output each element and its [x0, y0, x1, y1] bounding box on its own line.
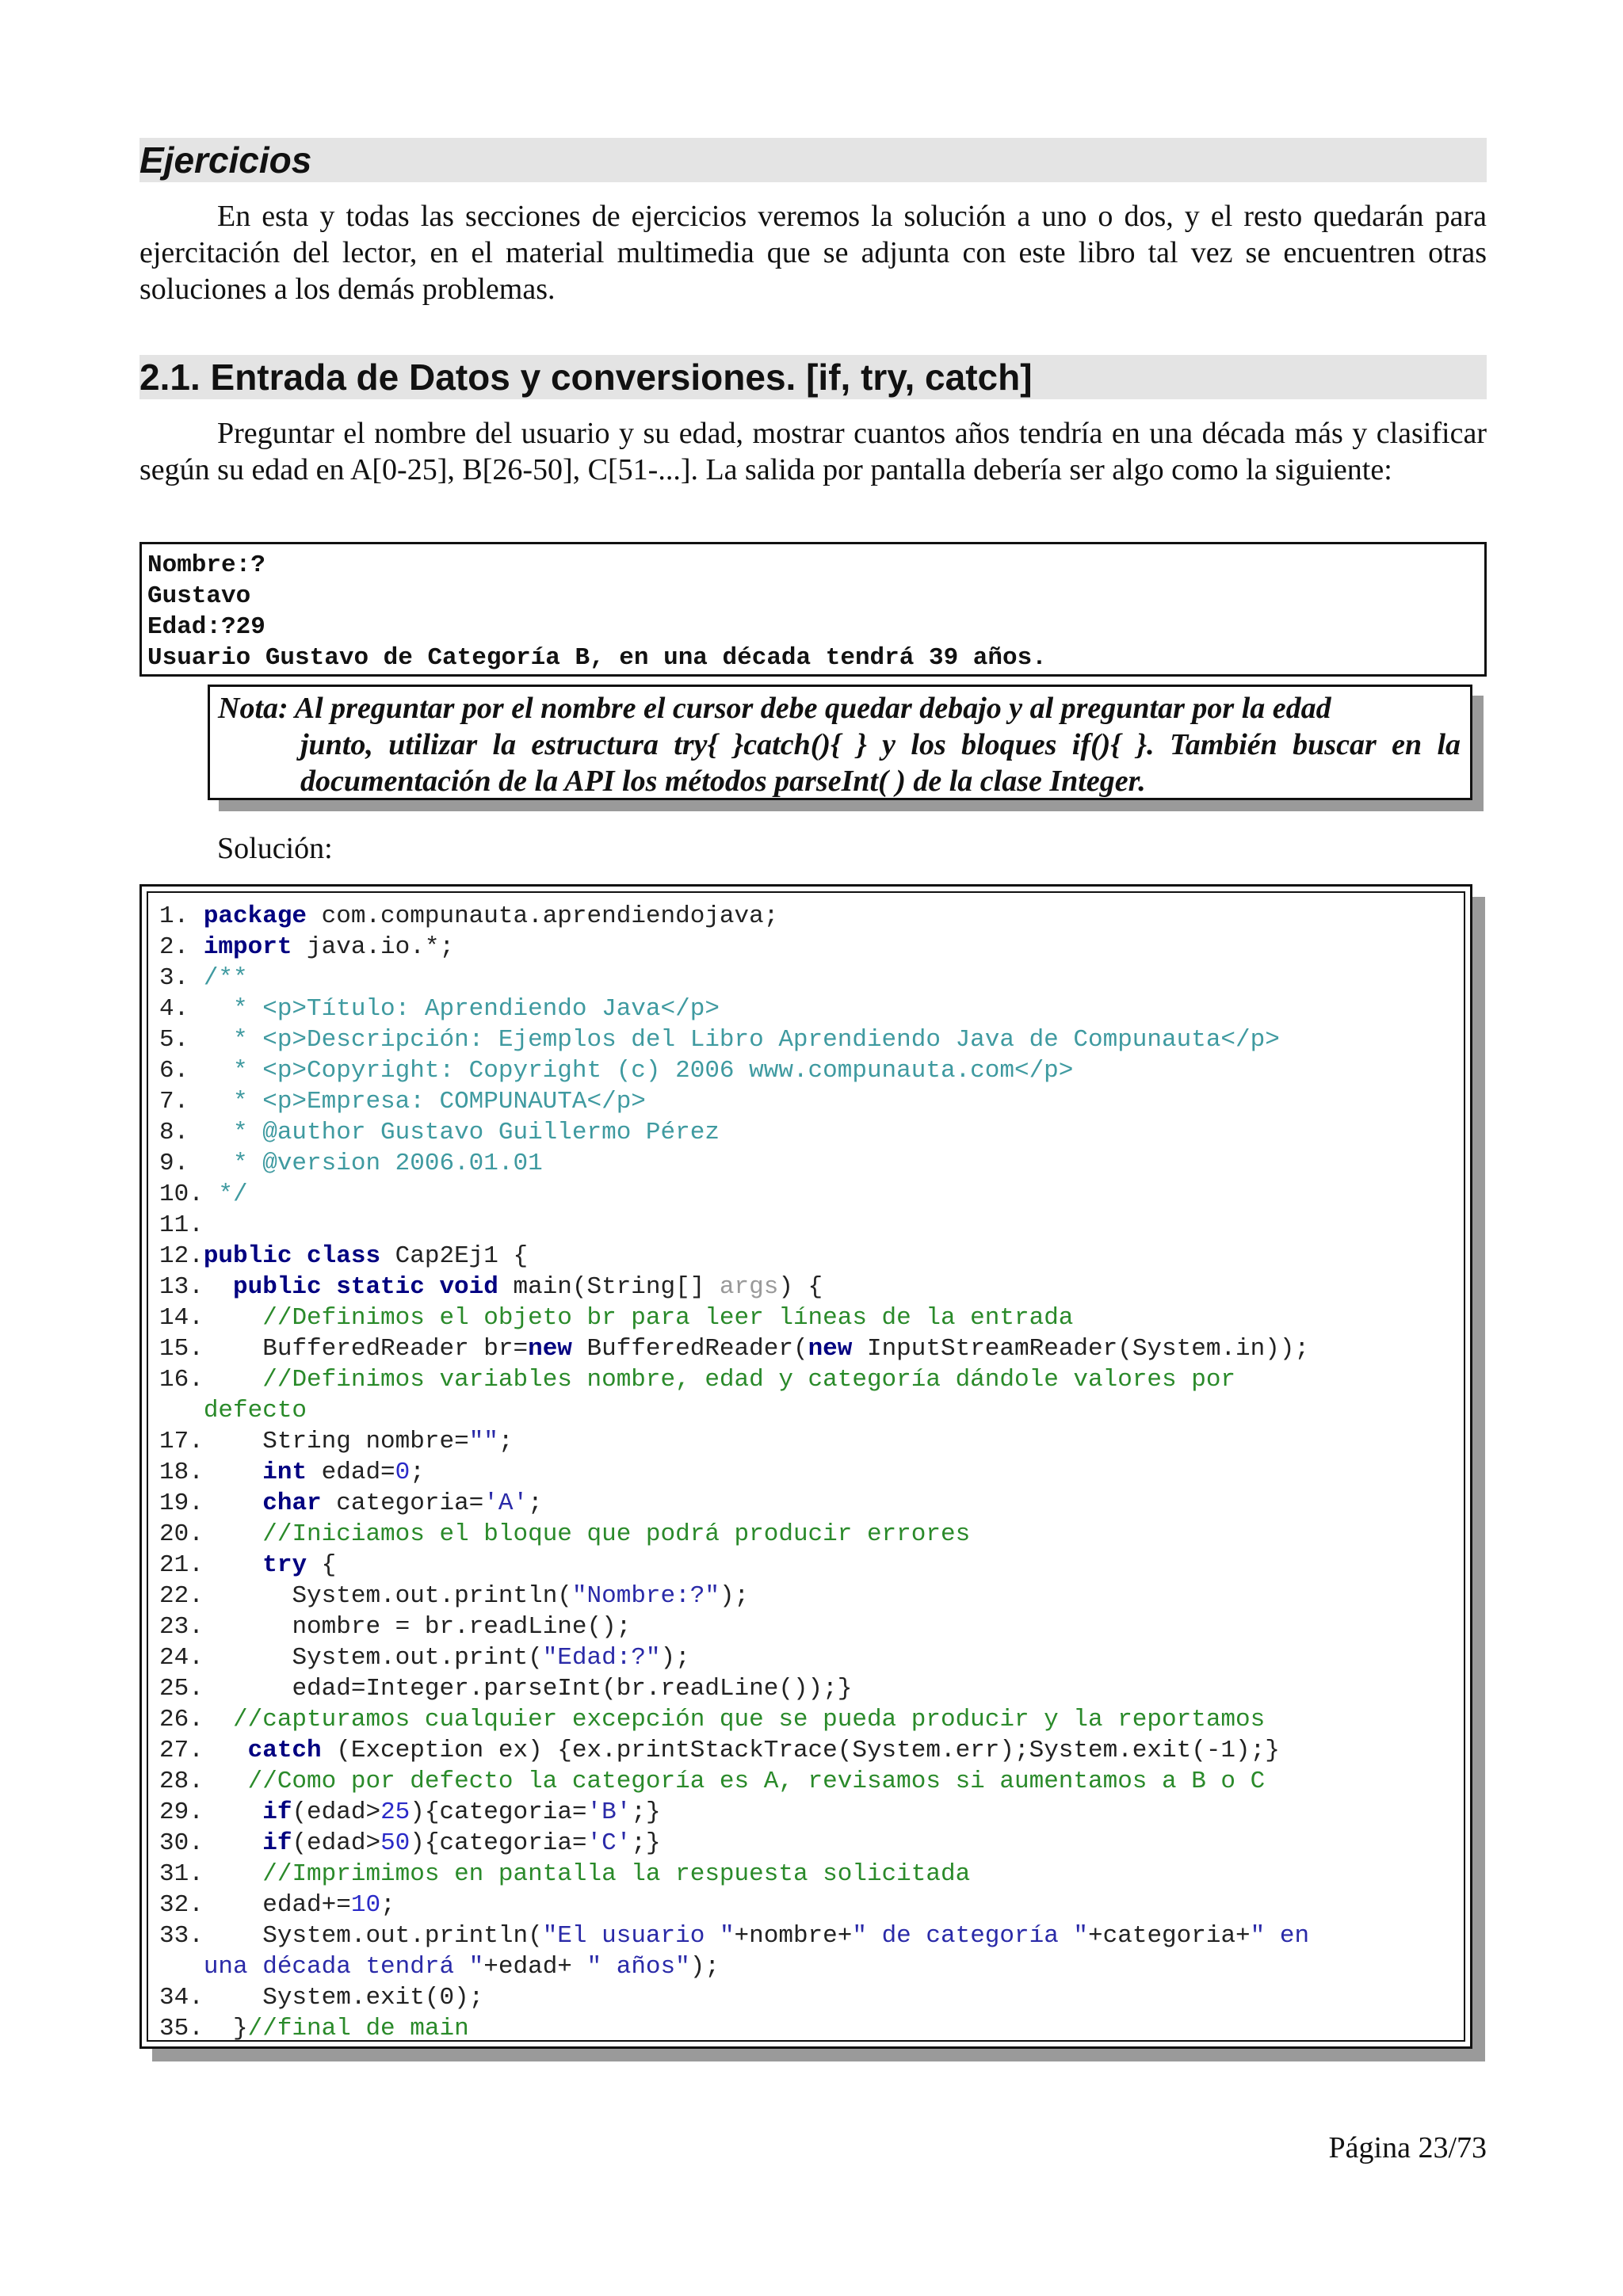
- console-line: Edad:?29: [147, 613, 265, 641]
- code-token: categoria=: [321, 1489, 484, 1517]
- line-number: 33.: [159, 1922, 263, 1950]
- code-line: [159, 1302, 1461, 1333]
- line-number: 11.: [159, 1211, 204, 1239]
- note-first-line: [218, 690, 1461, 727]
- code-line: [159, 1364, 1461, 1395]
- code-token: "Edad:?": [542, 1644, 661, 1672]
- code-line: [159, 1426, 1461, 1457]
- code-token: ;: [498, 1428, 514, 1455]
- code-line: [159, 1457, 1461, 1488]
- code-token: new: [528, 1335, 572, 1363]
- line-number: 14.: [159, 1304, 263, 1332]
- code-line: [159, 1086, 1461, 1117]
- line-number: 16.: [159, 1366, 263, 1394]
- code-token: //Definimos variables nombre, edad y categoría dándole valores por: [262, 1366, 1236, 1394]
- code-token: System.exit(0);: [262, 1984, 484, 2012]
- line-number: 35.: [159, 2015, 234, 2042]
- code-token: java.io.*;: [292, 933, 455, 961]
- code-token: * @author Gustavo Guillermo Pérez: [203, 1119, 720, 1146]
- line-number: 3.: [159, 964, 204, 992]
- line-number: 2.: [159, 933, 204, 961]
- code-token: new: [808, 1335, 853, 1363]
- note-continuation: junto, utilizar la estructura try{ }catch(){ } y los bloques if(){ }. También buscar en la documentación de la API los métodos parseInt( ) de la clase Integer.: [300, 728, 1461, 798]
- console-line: Usuario Gustavo de Categoría B, en una década tendrá 39 años.: [147, 644, 1047, 672]
- code-line: [159, 1395, 1461, 1426]
- solution-label: Solución:: [217, 832, 333, 865]
- code-token: {: [307, 1551, 337, 1579]
- code-token: * <p>Título: Aprendiendo Java</p>: [203, 995, 720, 1023]
- code-token: "": [468, 1428, 498, 1455]
- code-token: ;: [410, 1459, 425, 1486]
- line-number: 25.: [159, 1675, 292, 1703]
- code-token: 'A': [483, 1489, 529, 1517]
- code-token: (edad>: [292, 1798, 381, 1826]
- code-token: import: [203, 933, 292, 961]
- code-line: [159, 901, 1461, 932]
- code-line: [159, 1920, 1461, 1951]
- code-token: if: [262, 1829, 292, 1857]
- code-line: [159, 1241, 1461, 1272]
- code-line: [159, 1766, 1461, 1797]
- code-token: );: [719, 1582, 750, 1610]
- code-line: [159, 1024, 1461, 1055]
- code-token: //final de main: [247, 2015, 469, 2042]
- note-label: Nota:: [218, 692, 288, 725]
- page-number: Página 23/73: [1328, 2131, 1487, 2164]
- code-token: );: [689, 1953, 720, 1981]
- code-token: }: [233, 2015, 248, 2042]
- note-box: [208, 685, 1472, 800]
- line-number: 32.: [159, 1891, 263, 1919]
- code-line: [159, 1704, 1461, 1735]
- code-token: edad+=: [262, 1891, 351, 1919]
- code-token: (Exception ex) {ex.printStackTrace(System.err);System.exit(-1);}: [321, 1737, 1280, 1764]
- code-token: //Imprimimos en pantalla la respuesta solicitada: [262, 1860, 971, 1888]
- code-token: com.compunauta.aprendiendojava;: [307, 902, 779, 930]
- code-line: [159, 1210, 1461, 1241]
- code-token: defecto: [203, 1397, 307, 1425]
- code-token: int: [262, 1459, 307, 1486]
- line-number: 15.: [159, 1335, 263, 1363]
- code-token: ;}: [631, 1798, 661, 1826]
- console-line: Nombre:?: [147, 551, 265, 579]
- code-token: System.out.println(: [292, 1582, 572, 1610]
- code-token: //capturamos cualquier excepción que se pueda producir y la reportamos: [233, 1706, 1266, 1733]
- line-number: 1.: [159, 902, 204, 930]
- code-token: ;}: [631, 1829, 661, 1857]
- code-token: InputStreamReader(System.in));: [852, 1335, 1310, 1363]
- code-listing: [159, 901, 1461, 2044]
- console-line: Gustavo: [147, 582, 251, 610]
- line-number: 26.: [159, 1706, 234, 1733]
- code-token: char: [262, 1489, 322, 1517]
- line-number: 19.: [159, 1489, 263, 1517]
- code-token: " de categoría ": [852, 1922, 1089, 1950]
- code-token: * <p>Empresa: COMPUNAUTA</p>: [203, 1088, 646, 1116]
- code-line: [159, 1735, 1461, 1766]
- code-token: args: [719, 1273, 779, 1301]
- code-token: 10: [350, 1891, 381, 1919]
- code-line: [159, 1581, 1461, 1611]
- code-token: edad=: [307, 1459, 395, 1486]
- code-line: [159, 1828, 1461, 1859]
- code-token: public static void: [233, 1273, 498, 1301]
- code-token: " años": [586, 1953, 690, 1981]
- code-token: BufferedReader(: [571, 1335, 808, 1363]
- code-listing-frame: [139, 884, 1472, 2049]
- code-token: ){categoria=: [410, 1829, 587, 1857]
- code-token: ;: [380, 1891, 395, 1919]
- code-token: Cap2Ej1 {: [380, 1242, 529, 1270]
- line-number: 9.: [159, 1150, 204, 1177]
- code-token: " en: [1250, 1922, 1310, 1950]
- line-number: 34.: [159, 1984, 263, 2012]
- code-token: * <p>Descripción: Ejemplos del Libro Aprendiendo Java de Compunauta</p>: [203, 1026, 1280, 1054]
- line-number: 24.: [159, 1644, 292, 1672]
- line-number: [159, 1397, 204, 1425]
- code-line: [159, 1333, 1461, 1364]
- code-line: [159, 1148, 1461, 1179]
- heading-band: [139, 138, 1487, 182]
- code-token: */: [218, 1180, 248, 1208]
- code-token: +nombre+: [734, 1922, 853, 1950]
- code-token: 'C': [586, 1829, 632, 1857]
- line-number: 31.: [159, 1860, 263, 1888]
- line-number: 5.: [159, 1026, 204, 1054]
- code-line: [159, 1550, 1461, 1581]
- line-number: 29.: [159, 1798, 263, 1826]
- code-token: //Iniciamos el bloque que podrá producir errores: [262, 1520, 971, 1548]
- code-token: //Como por defecto la categoría es A, revisamos si aumentamos a B o C: [247, 1768, 1266, 1795]
- note-line1-text: Al preguntar por el nombre el cursor debe quedar debajo y al preguntar por la edad: [294, 692, 1331, 725]
- line-number: 22.: [159, 1582, 292, 1610]
- section-heading: 2.1. Entrada de Datos y conversiones. [if, try, catch]: [139, 357, 1033, 398]
- code-line: [159, 1611, 1461, 1642]
- code-token: ) {: [778, 1273, 823, 1301]
- line-number: 23.: [159, 1613, 292, 1641]
- code-line: [159, 1890, 1461, 1920]
- code-token: 'B': [586, 1798, 632, 1826]
- code-line: [159, 1642, 1461, 1673]
- code-token: 0: [395, 1459, 411, 1486]
- code-line: [159, 1055, 1461, 1086]
- line-number: 7.: [159, 1088, 204, 1116]
- code-line: [159, 994, 1461, 1024]
- code-line: [159, 1951, 1461, 1982]
- line-number: 4.: [159, 995, 204, 1023]
- code-line: [159, 1179, 1461, 1210]
- code-token: ;: [528, 1489, 543, 1517]
- code-line: [159, 1488, 1461, 1519]
- line-number: 17.: [159, 1428, 263, 1455]
- code-token: +categoria+: [1088, 1922, 1251, 1950]
- question-paragraph: Preguntar el nombre del usuario y su edad, mostrar cuantos años tendría en una década más y clasificar según su edad en A[0-25], B[26-50], C[51-...]. La salida por pantalla debería ser algo como la siguiente:: [139, 417, 1487, 486]
- code-token: main(String[]: [498, 1273, 720, 1301]
- heading-ejercicios: Ejercicios: [139, 139, 312, 181]
- code-line: [159, 1519, 1461, 1550]
- code-line: [159, 1272, 1461, 1302]
- code-token: if: [262, 1798, 292, 1826]
- line-number: [159, 1953, 204, 1981]
- code-token: "Nombre:?": [571, 1582, 720, 1610]
- line-number: 8.: [159, 1119, 204, 1146]
- code-line: [159, 2013, 1461, 2044]
- code-token: BufferedReader br=: [262, 1335, 529, 1363]
- code-token: );: [660, 1644, 690, 1672]
- line-number: 10.: [159, 1180, 219, 1208]
- code-line: [159, 1859, 1461, 1890]
- intro-paragraph: En esta y todas las secciones de ejercicios veremos la solución a uno o dos, y el resto quedarán para ejercitación del lector, en el material multimedia que se adjunta con este libro tal vez se encuentren otras soluciones a los demás problemas.: [139, 200, 1487, 306]
- line-number: 13.: [159, 1273, 234, 1301]
- code-token: public class: [203, 1242, 381, 1270]
- code-token: try: [262, 1551, 307, 1579]
- code-token: * @version 2006.01.01: [203, 1150, 543, 1177]
- code-token: 50: [380, 1829, 411, 1857]
- code-token: "El usuario ": [542, 1922, 735, 1950]
- code-token: System.out.println(: [262, 1922, 543, 1950]
- line-number: 12.: [159, 1242, 204, 1270]
- code-token: /**: [203, 964, 248, 992]
- code-token: +edad+: [483, 1953, 587, 1981]
- line-number: 28.: [159, 1768, 248, 1795]
- line-number: 20.: [159, 1520, 263, 1548]
- line-number: 27.: [159, 1737, 248, 1764]
- code-token: (edad>: [292, 1829, 381, 1857]
- code-token: String nombre=: [262, 1428, 469, 1455]
- code-token: //Definimos el objeto br para leer líneas de la entrada: [262, 1304, 1074, 1332]
- code-line: [159, 932, 1461, 963]
- code-line: [159, 963, 1461, 994]
- code-token: 25: [380, 1798, 411, 1826]
- line-number: 30.: [159, 1829, 263, 1857]
- line-number: 6.: [159, 1057, 204, 1085]
- line-number: 18.: [159, 1459, 263, 1486]
- code-token: System.out.print(: [292, 1644, 543, 1672]
- code-token: package: [203, 902, 307, 930]
- code-line: [159, 1117, 1461, 1148]
- code-listing-inner-border: [147, 891, 1465, 2042]
- code-line: [159, 1673, 1461, 1704]
- line-number: 21.: [159, 1551, 263, 1579]
- code-token: nombre = br.readLine();: [292, 1613, 632, 1641]
- code-line: [159, 1797, 1461, 1828]
- code-token: una década tendrá ": [203, 1953, 484, 1981]
- console-output-box: [139, 542, 1487, 677]
- code-token: edad=Integer.parseInt(br.readLine());}: [292, 1675, 853, 1703]
- code-line: [159, 1982, 1461, 2013]
- code-token: ){categoria=: [410, 1798, 587, 1826]
- code-token: catch: [247, 1737, 322, 1764]
- code-token: * <p>Copyright: Copyright (c) 2006 www.compunauta.com</p>: [203, 1057, 1074, 1085]
